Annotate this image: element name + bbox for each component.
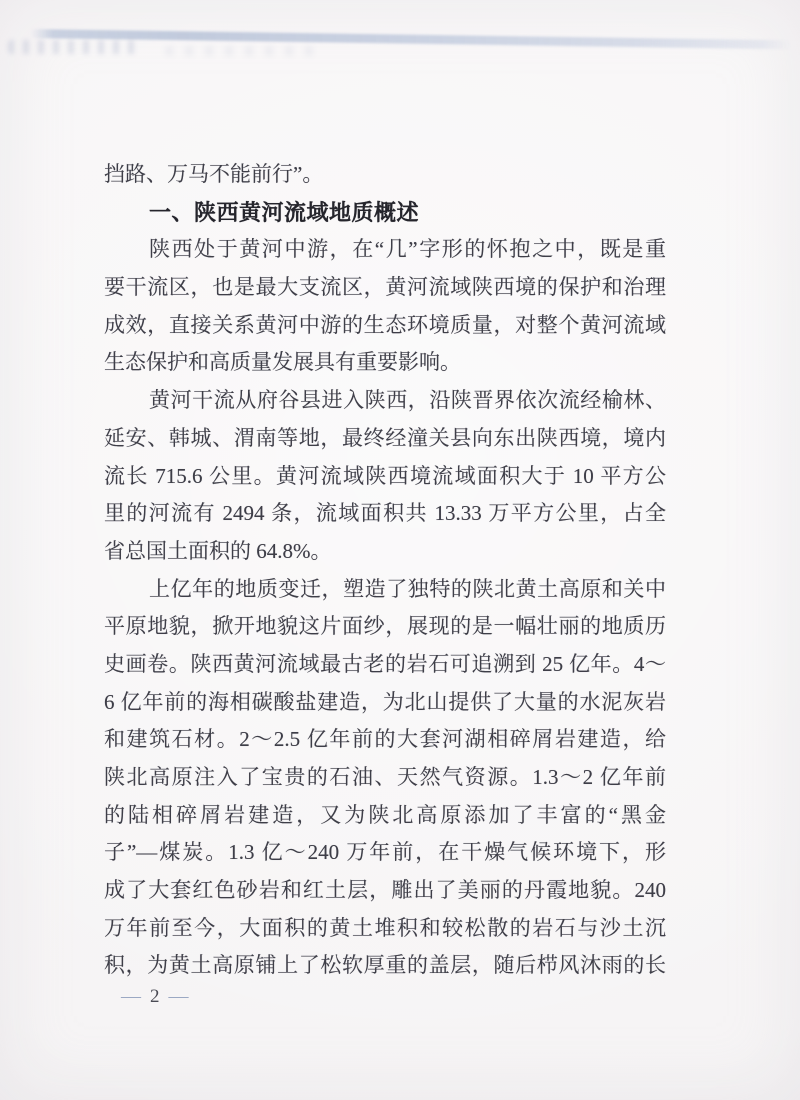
- section-heading: 一、陕西黄河流域地质概述: [149, 199, 420, 225]
- text-line: 成效，直接关系黄河中游的生态环境质量，对整个黄河流域: [104, 312, 666, 337]
- footer-dash-right: —: [168, 985, 189, 1007]
- scan-smudge-artifact: [8, 40, 138, 54]
- scan-smudge-artifact: [165, 46, 315, 56]
- text-line: 史画卷。陕西黄河流域最古老的岩石可追溯到 25 亿年。4～: [104, 651, 666, 676]
- text-line: 陕西处于黄河中游，在“几”字形的怀抱之中，既是重: [149, 237, 666, 262]
- text-line: 生态保护和高质量发展具有重要影响。: [104, 350, 461, 375]
- text-line: 要干流区，也是最大支流区，黄河流域陕西境的保护和治理: [104, 275, 666, 300]
- paragraph: [104, 382, 666, 570]
- text-line: 平原地貌，掀开地貌这片面纱，展现的是一幅壮丽的地质历: [104, 614, 666, 639]
- text-line: 6 亿年前的海相碳酸盐建造，为北山提供了大量的水泥灰岩: [104, 689, 666, 714]
- footer-dash-left: —: [121, 985, 141, 1007]
- page-footer: [121, 984, 189, 1008]
- text-line: 和建筑石材。2～2.5 亿年前的大套河湖相碎屑岩建造，给: [104, 727, 666, 752]
- text-line: 上亿年的地质变迁，塑造了独特的陕北黄土高原和关中: [149, 576, 666, 601]
- lead-line: 挡路、万马不能前行”。: [104, 162, 324, 186]
- footer-page-number: 2: [150, 986, 160, 1007]
- text-column: [104, 156, 666, 985]
- text-line: 陕北高原注入了宝贵的石油、天然气资源。1.3～2 亿年前: [104, 765, 666, 789]
- text-line: 的陆相碎屑岩建造，又为陕北高原添加了丰富的“黑金: [104, 802, 666, 827]
- text-line: 成了大套红色砂岩和红土层，雕出了美丽的丹霞地貌。240: [104, 878, 666, 903]
- text-line: 流长 715.6 公里。黄河流域陕西境流域面积大于 10 平方公: [104, 463, 666, 488]
- paragraphs: [104, 231, 666, 985]
- text-line: 万年前至今，大面积的黄土堆积和较松散的岩石与沙土沉: [104, 915, 666, 940]
- paragraph: [104, 231, 666, 382]
- text-line: 子”—煤炭。1.3 亿～240 万年前，在干燥气候环境下，形: [104, 840, 666, 865]
- scan-streak-artifact: [30, 29, 792, 49]
- text-line: 黄河干流从府谷县进入陕西，沿陕晋界依次流经榆林、: [149, 388, 666, 413]
- text-line: 省总国土面积的 64.8%。: [104, 538, 332, 563]
- text-line: 积，为黄土高原铺上了松软厚重的盖层，随后栉风沐雨的长: [104, 953, 666, 978]
- text-line: 里的河流有 2494 条，流域面积共 13.33 万平方公里，占全: [104, 501, 666, 526]
- text-line: 延安、韩城、渭南等地，最终经潼关县向东出陕西境，境内: [104, 425, 666, 450]
- paragraph: [104, 571, 666, 986]
